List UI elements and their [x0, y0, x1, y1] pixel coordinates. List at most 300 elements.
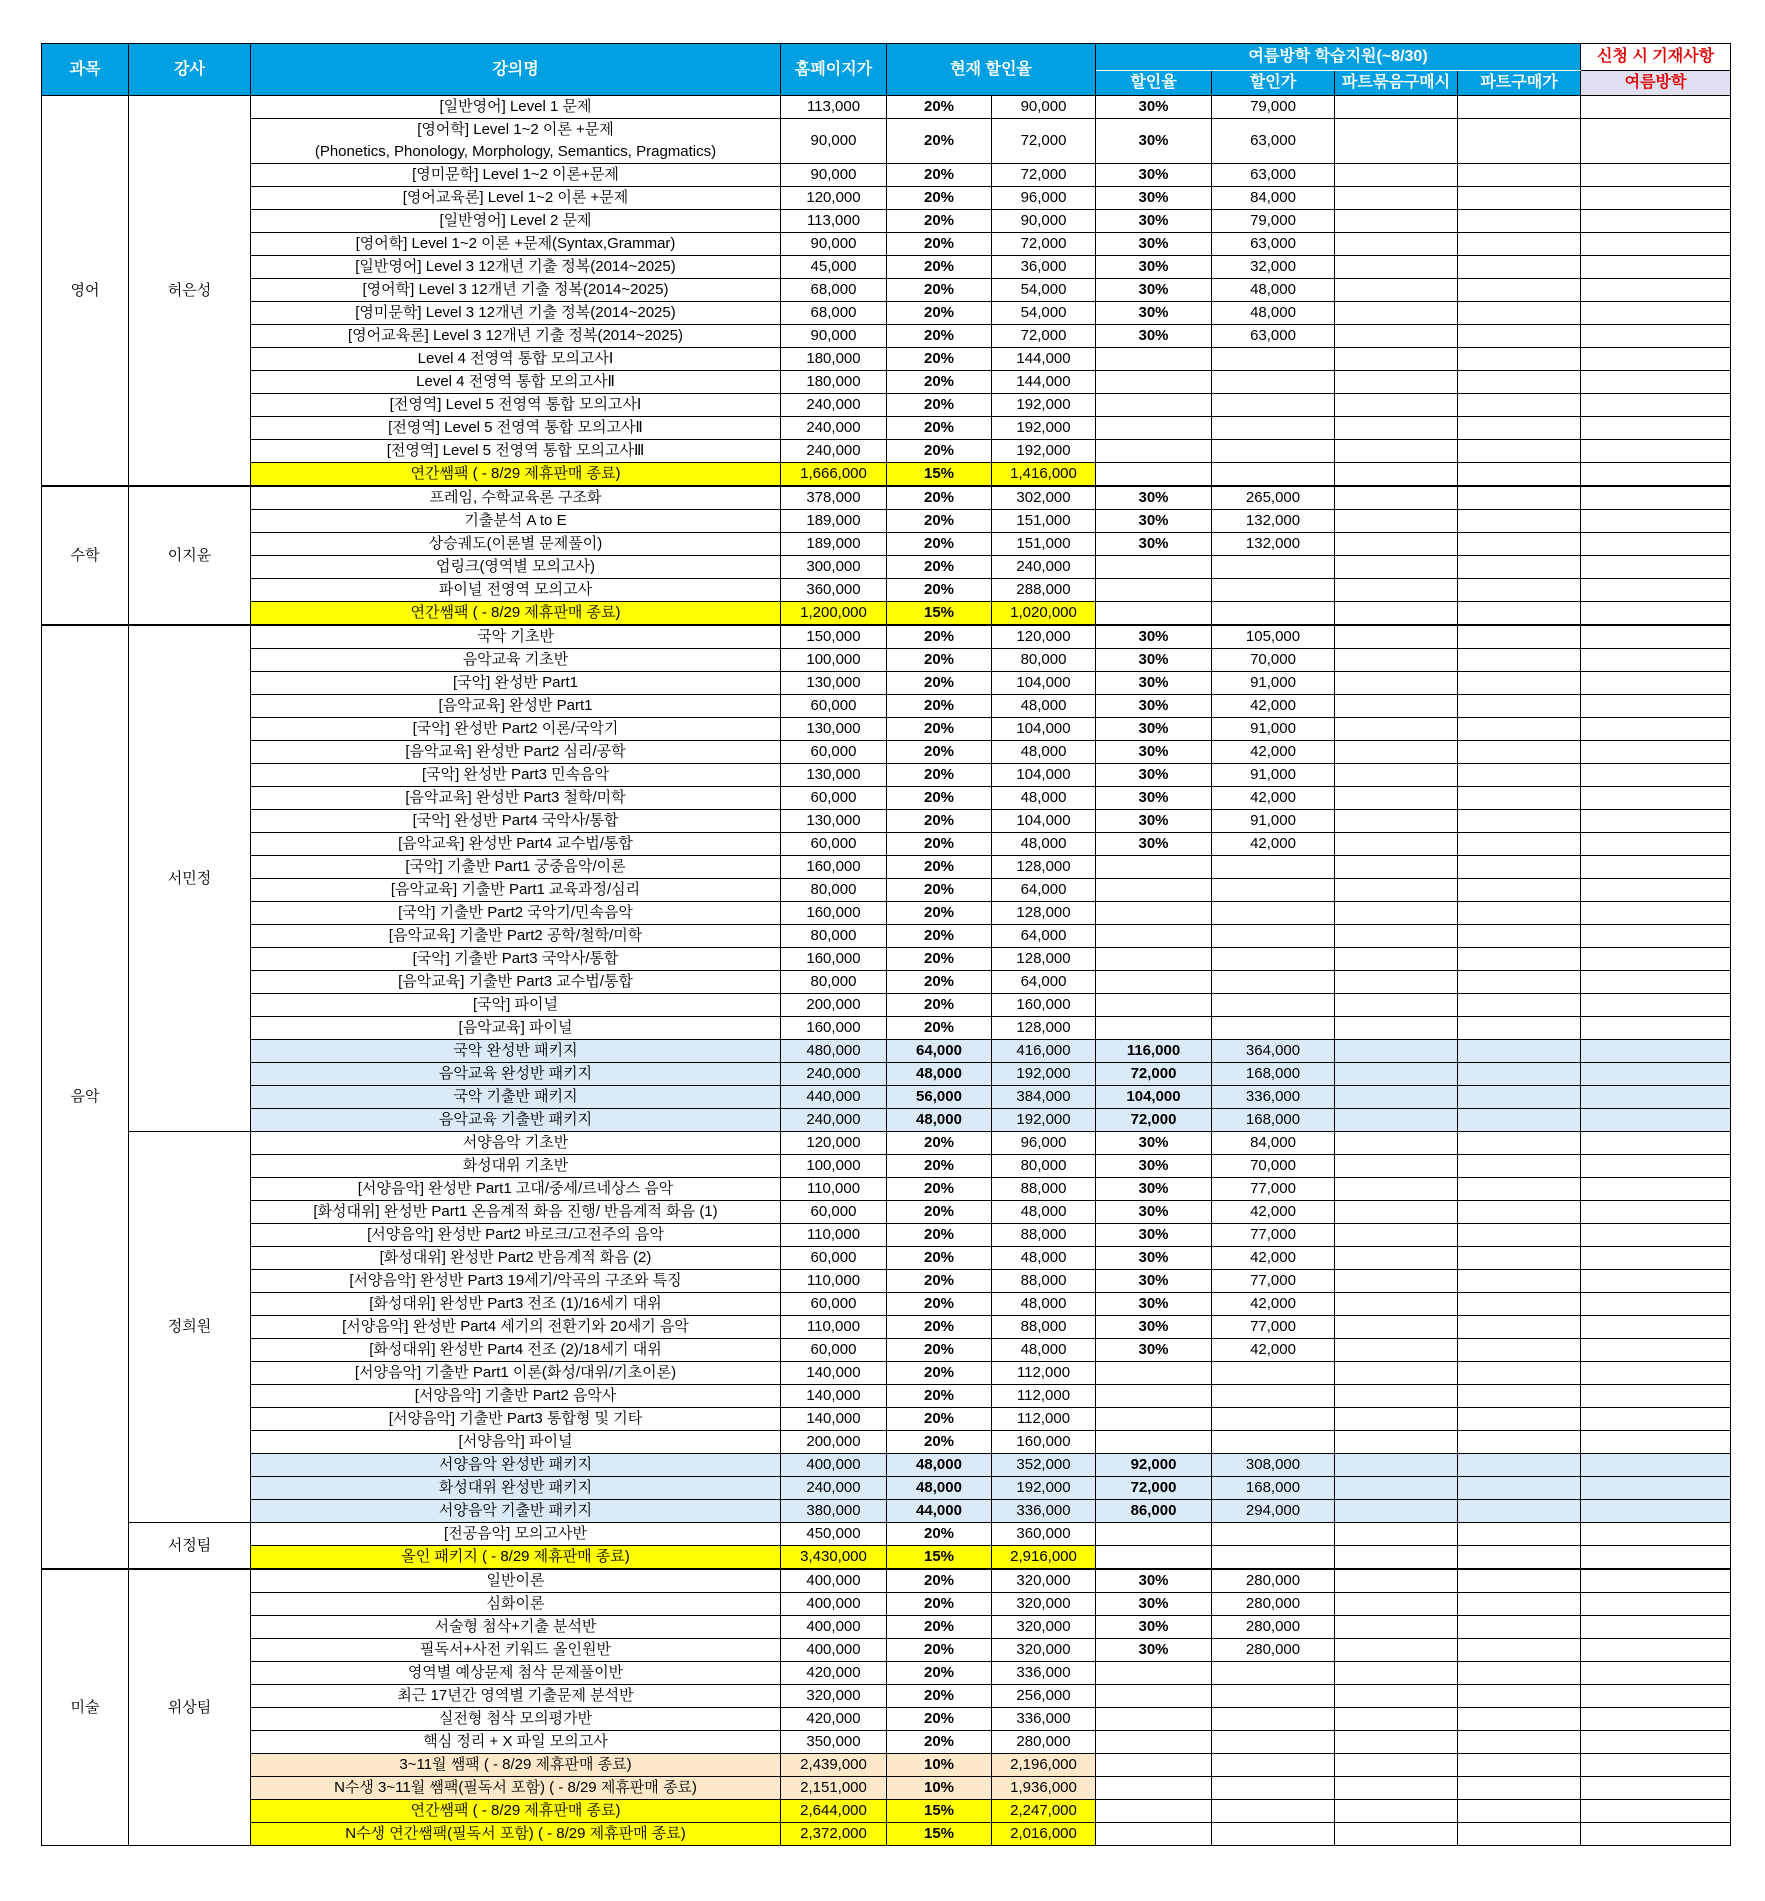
- part-price-cell: [1458, 787, 1581, 810]
- table-row: [42, 1500, 1731, 1523]
- summer-rate-cell: 30%: [1096, 1224, 1212, 1247]
- homepage-price-cell: 2,372,000: [781, 1823, 887, 1846]
- discount-rate-cell: 20%: [887, 556, 992, 579]
- discounted-price-cell: 280,000: [992, 1731, 1096, 1754]
- homepage-price-cell: 150,000: [781, 625, 887, 649]
- table-row: [42, 1293, 1731, 1316]
- part-price-cell: [1458, 649, 1581, 672]
- discount-rate-cell: 20%: [887, 1708, 992, 1731]
- part-bundle-cell: [1335, 1109, 1458, 1132]
- discount-rate-cell: 20%: [887, 302, 992, 325]
- summer-price-cell: 63,000: [1212, 119, 1335, 164]
- part-bundle-cell: [1335, 279, 1458, 302]
- part-bundle-cell: [1335, 718, 1458, 741]
- part-bundle-cell: [1335, 1616, 1458, 1639]
- homepage-price-cell: 60,000: [781, 1247, 887, 1270]
- discounted-price-cell: 48,000: [992, 695, 1096, 718]
- homepage-price-cell: 60,000: [781, 695, 887, 718]
- discounted-price-cell: 48,000: [992, 1293, 1096, 1316]
- part-price-cell: [1458, 925, 1581, 948]
- part-bundle-cell: [1335, 1593, 1458, 1616]
- instructor-cell: 위상팀: [129, 1569, 251, 1846]
- subject-cell: 수학: [42, 486, 129, 625]
- homepage-price-cell: 130,000: [781, 672, 887, 695]
- homepage-price-cell: 60,000: [781, 1339, 887, 1362]
- discounted-price-cell: 80,000: [992, 1155, 1096, 1178]
- part-price-cell: [1458, 1201, 1581, 1224]
- homepage-price-cell: 2,151,000: [781, 1777, 887, 1800]
- summer-price-cell: [1212, 1385, 1335, 1408]
- homepage-price-cell: 180,000: [781, 371, 887, 394]
- homepage-price-cell: 80,000: [781, 925, 887, 948]
- summer-rate-cell: 30%: [1096, 1132, 1212, 1155]
- homepage-price-cell: 110,000: [781, 1224, 887, 1247]
- summer-note-cell: [1581, 1063, 1731, 1086]
- summer-price-cell: 84,000: [1212, 1132, 1335, 1155]
- homepage-price-cell: 130,000: [781, 718, 887, 741]
- part-price-cell: [1458, 119, 1581, 164]
- price-table: [41, 43, 1731, 1846]
- lecture-name-line1: [영어학] Level 1~2 이론 +문제: [417, 121, 614, 138]
- discount-rate-cell: 20%: [887, 810, 992, 833]
- summer-price-cell: 48,000: [1212, 302, 1335, 325]
- homepage-price-cell: 120,000: [781, 187, 887, 210]
- part-price-cell: [1458, 1477, 1581, 1500]
- part-price-cell: [1458, 371, 1581, 394]
- homepage-price-cell: 113,000: [781, 210, 887, 233]
- homepage-price-cell: 160,000: [781, 948, 887, 971]
- summer-price-cell: 42,000: [1212, 1201, 1335, 1224]
- summer-note-cell: [1581, 902, 1731, 925]
- part-price-cell: [1458, 1224, 1581, 1247]
- part-bundle-cell: [1335, 233, 1458, 256]
- discounted-price-cell: 240,000: [992, 556, 1096, 579]
- part-bundle-cell: [1335, 1523, 1458, 1546]
- discounted-price-cell: 192,000: [992, 417, 1096, 440]
- discount-rate-cell: 15%: [887, 1546, 992, 1570]
- summer-price-cell: [1212, 994, 1335, 1017]
- summer-rate-cell: [1096, 856, 1212, 879]
- discount-rate-cell: 10%: [887, 1777, 992, 1800]
- lecture-name-cell: 올인 패키지 ( - 8/29 제휴판매 종료): [251, 1546, 781, 1570]
- discount-rate-cell: 20%: [887, 1431, 992, 1454]
- subject-cell: 음악: [42, 625, 129, 1569]
- homepage-price-cell: 160,000: [781, 1017, 887, 1040]
- summer-rate-cell: 30%: [1096, 1247, 1212, 1270]
- lecture-name-cell: [국악] 기출반 Part3 국악사/통합: [251, 948, 781, 971]
- summer-note-cell: [1581, 164, 1731, 187]
- discounted-price-cell: 256,000: [992, 1685, 1096, 1708]
- part-bundle-cell: [1335, 994, 1458, 1017]
- summer-note-cell: [1581, 119, 1731, 164]
- summer-rate-cell: 30%: [1096, 833, 1212, 856]
- lecture-name-cell: 필독서+사전 키워드 올인원반: [251, 1639, 781, 1662]
- lecture-name-cell: [전공음악] 모의고사반: [251, 1523, 781, 1546]
- part-bundle-cell: [1335, 948, 1458, 971]
- summer-rate-cell: [1096, 602, 1212, 626]
- lecture-name-cell: [서양음악] 기출반 Part2 음악사: [251, 1385, 781, 1408]
- homepage-price-cell: 140,000: [781, 1385, 887, 1408]
- discounted-price-cell: 128,000: [992, 902, 1096, 925]
- discount-rate-cell: 48,000: [887, 1063, 992, 1086]
- summer-note-cell: [1581, 1454, 1731, 1477]
- summer-rate-cell: [1096, 417, 1212, 440]
- discounted-price-cell: 64,000: [992, 925, 1096, 948]
- summer-rate-cell: [1096, 971, 1212, 994]
- summer-note-cell: [1581, 463, 1731, 487]
- summer-note-cell: [1581, 625, 1731, 649]
- table-row: [42, 856, 1731, 879]
- table-row: [42, 1454, 1731, 1477]
- summer-note-cell: [1581, 1316, 1731, 1339]
- header-instructor: 강사: [129, 44, 251, 96]
- header-summer-vacation: 여름방학: [1581, 71, 1731, 96]
- lecture-name-cell: [영어학] Level 3 12개년 기출 정복(2014~2025): [251, 279, 781, 302]
- part-price-cell: [1458, 348, 1581, 371]
- summer-rate-cell: 72,000: [1096, 1109, 1212, 1132]
- summer-rate-cell: 30%: [1096, 96, 1212, 119]
- table-row: [42, 741, 1731, 764]
- discount-rate-cell: 20%: [887, 1270, 992, 1293]
- table-row: [42, 649, 1731, 672]
- discounted-price-cell: 302,000: [992, 486, 1096, 510]
- summer-rate-cell: 30%: [1096, 533, 1212, 556]
- summer-note-cell: [1581, 1385, 1731, 1408]
- discount-rate-cell: 20%: [887, 1178, 992, 1201]
- table-row: [42, 533, 1731, 556]
- discounted-price-cell: 128,000: [992, 1017, 1096, 1040]
- homepage-price-cell: 80,000: [781, 879, 887, 902]
- part-bundle-cell: [1335, 1270, 1458, 1293]
- table-row: [42, 440, 1731, 463]
- part-price-cell: [1458, 1040, 1581, 1063]
- summer-price-cell: 364,000: [1212, 1040, 1335, 1063]
- summer-price-cell: [1212, 1546, 1335, 1570]
- lecture-name-cell: Level 4 전영역 통합 모의고사Ⅱ: [251, 371, 781, 394]
- table-row: [42, 1616, 1731, 1639]
- discounted-price-cell: 96,000: [992, 187, 1096, 210]
- discount-rate-cell: 15%: [887, 463, 992, 487]
- table-row: [42, 1178, 1731, 1201]
- discount-rate-cell: 20%: [887, 579, 992, 602]
- table-row: [42, 833, 1731, 856]
- discounted-price-cell: 54,000: [992, 279, 1096, 302]
- instructor-cell: 서민정: [129, 625, 251, 1132]
- table-row: [42, 1593, 1731, 1616]
- summer-rate-cell: 30%: [1096, 1593, 1212, 1616]
- part-bundle-cell: [1335, 1201, 1458, 1224]
- lecture-name-cell: 심화이론: [251, 1593, 781, 1616]
- lecture-name-cell: [251, 119, 781, 164]
- part-price-cell: [1458, 856, 1581, 879]
- summer-note-cell: [1581, 1155, 1731, 1178]
- summer-note-cell: [1581, 1178, 1731, 1201]
- homepage-price-cell: 380,000: [781, 1500, 887, 1523]
- summer-note-cell: [1581, 672, 1731, 695]
- part-bundle-cell: [1335, 463, 1458, 487]
- part-bundle-cell: [1335, 879, 1458, 902]
- homepage-price-cell: 90,000: [781, 164, 887, 187]
- table-row: [42, 96, 1731, 119]
- discounted-price-cell: 104,000: [992, 810, 1096, 833]
- discounted-price-cell: 320,000: [992, 1593, 1096, 1616]
- part-bundle-cell: [1335, 119, 1458, 164]
- summer-rate-cell: 116,000: [1096, 1040, 1212, 1063]
- summer-rate-cell: [1096, 348, 1212, 371]
- summer-rate-cell: [1096, 1431, 1212, 1454]
- summer-price-cell: 79,000: [1212, 96, 1335, 119]
- table-row: [42, 1385, 1731, 1408]
- part-bundle-cell: [1335, 302, 1458, 325]
- part-price-cell: [1458, 233, 1581, 256]
- discount-rate-cell: 20%: [887, 948, 992, 971]
- discounted-price-cell: 48,000: [992, 1201, 1096, 1224]
- summer-note-cell: [1581, 833, 1731, 856]
- homepage-price-cell: 68,000: [781, 302, 887, 325]
- discounted-price-cell: 88,000: [992, 1316, 1096, 1339]
- part-bundle-cell: [1335, 1155, 1458, 1178]
- table-row: [42, 764, 1731, 787]
- summer-rate-cell: 30%: [1096, 1616, 1212, 1639]
- discount-rate-cell: 20%: [887, 741, 992, 764]
- summer-rate-cell: 30%: [1096, 1339, 1212, 1362]
- summer-rate-cell: 30%: [1096, 1293, 1212, 1316]
- summer-rate-cell: 30%: [1096, 164, 1212, 187]
- part-price-cell: [1458, 1569, 1581, 1593]
- lecture-name-cell: 실전형 첨삭 모의평가반: [251, 1708, 781, 1731]
- part-bundle-cell: [1335, 1754, 1458, 1777]
- part-bundle-cell: [1335, 625, 1458, 649]
- lecture-name-cell: 국악 기출반 패키지: [251, 1086, 781, 1109]
- part-bundle-cell: [1335, 1362, 1458, 1385]
- summer-price-cell: 48,000: [1212, 279, 1335, 302]
- table-row: [42, 787, 1731, 810]
- summer-price-cell: [1212, 1731, 1335, 1754]
- discounted-price-cell: 192,000: [992, 1109, 1096, 1132]
- discount-rate-cell: 20%: [887, 1247, 992, 1270]
- header-summer-support: 여름방학 학습지원(~8/30): [1096, 44, 1581, 71]
- summer-note-cell: [1581, 994, 1731, 1017]
- lecture-name-cell: 서양음악 기초반: [251, 1132, 781, 1155]
- lecture-name-cell: 서양음악 완성반 패키지: [251, 1454, 781, 1477]
- summer-price-cell: [1212, 879, 1335, 902]
- homepage-price-cell: 45,000: [781, 256, 887, 279]
- summer-rate-cell: [1096, 1662, 1212, 1685]
- summer-price-cell: [1212, 948, 1335, 971]
- discount-rate-cell: 20%: [887, 1523, 992, 1546]
- summer-note-cell: [1581, 1270, 1731, 1293]
- part-price-cell: [1458, 1454, 1581, 1477]
- header-summer-price: 할인가: [1212, 71, 1335, 96]
- discounted-price-cell: 336,000: [992, 1500, 1096, 1523]
- summer-rate-cell: [1096, 1823, 1212, 1846]
- homepage-price-cell: 420,000: [781, 1708, 887, 1731]
- lecture-name-cell: [영미문학] Level 3 12개년 기출 정복(2014~2025): [251, 302, 781, 325]
- summer-rate-cell: [1096, 1408, 1212, 1431]
- discount-rate-cell: 20%: [887, 1385, 992, 1408]
- discounted-price-cell: 120,000: [992, 625, 1096, 649]
- table-row: [42, 187, 1731, 210]
- homepage-price-cell: 400,000: [781, 1569, 887, 1593]
- summer-price-cell: [1212, 1685, 1335, 1708]
- part-price-cell: [1458, 1385, 1581, 1408]
- part-bundle-cell: [1335, 1132, 1458, 1155]
- lecture-name-cell: 최근 17년간 영역별 기출문제 분석반: [251, 1685, 781, 1708]
- summer-price-cell: 280,000: [1212, 1569, 1335, 1593]
- discount-rate-cell: 20%: [887, 1132, 992, 1155]
- discount-rate-cell: 20%: [887, 119, 992, 164]
- discounted-price-cell: 80,000: [992, 649, 1096, 672]
- discount-rate-cell: 20%: [887, 1017, 992, 1040]
- summer-rate-cell: [1096, 394, 1212, 417]
- lecture-name-cell: [음악교육] 완성반 Part1: [251, 695, 781, 718]
- discounted-price-cell: 160,000: [992, 994, 1096, 1017]
- summer-rate-cell: [1096, 1362, 1212, 1385]
- part-bundle-cell: [1335, 1063, 1458, 1086]
- lecture-name-cell: 국악 기초반: [251, 625, 781, 649]
- homepage-price-cell: 320,000: [781, 1685, 887, 1708]
- header-application-note: 신청 시 기재사항: [1581, 44, 1731, 71]
- part-price-cell: [1458, 1339, 1581, 1362]
- part-price-cell: [1458, 1639, 1581, 1662]
- homepage-price-cell: 60,000: [781, 741, 887, 764]
- summer-note-cell: [1581, 1362, 1731, 1385]
- discount-rate-cell: 20%: [887, 417, 992, 440]
- part-price-cell: [1458, 463, 1581, 487]
- summer-price-cell: [1212, 1431, 1335, 1454]
- homepage-price-cell: 189,000: [781, 510, 887, 533]
- discounted-price-cell: 1,020,000: [992, 602, 1096, 626]
- summer-rate-cell: 30%: [1096, 649, 1212, 672]
- discount-rate-cell: 20%: [887, 394, 992, 417]
- instructor-cell: 정희원: [129, 1132, 251, 1523]
- discounted-price-cell: 151,000: [992, 533, 1096, 556]
- summer-price-cell: [1212, 394, 1335, 417]
- homepage-price-cell: 60,000: [781, 787, 887, 810]
- summer-rate-cell: 30%: [1096, 810, 1212, 833]
- lecture-name-cell: [영어학] Level 1~2 이론 +문제(Syntax,Grammar): [251, 233, 781, 256]
- table-row: [42, 948, 1731, 971]
- homepage-price-cell: 68,000: [781, 279, 887, 302]
- summer-note-cell: [1581, 1639, 1731, 1662]
- part-price-cell: [1458, 1408, 1581, 1431]
- summer-note-cell: [1581, 1201, 1731, 1224]
- discounted-price-cell: 151,000: [992, 510, 1096, 533]
- discount-rate-cell: 20%: [887, 625, 992, 649]
- summer-price-cell: [1212, 556, 1335, 579]
- summer-note-cell: [1581, 649, 1731, 672]
- discount-rate-cell: 20%: [887, 718, 992, 741]
- header-current-discount: 현재 할인율: [887, 44, 1096, 96]
- discounted-price-cell: 288,000: [992, 579, 1096, 602]
- discounted-price-cell: 104,000: [992, 718, 1096, 741]
- part-price-cell: [1458, 971, 1581, 994]
- lecture-name-cell: [화성대위] 완성반 Part1 온음계적 화음 진행/ 반음계적 화음 (1): [251, 1201, 781, 1224]
- discount-rate-cell: 20%: [887, 1316, 992, 1339]
- discounted-price-cell: 48,000: [992, 833, 1096, 856]
- part-bundle-cell: [1335, 1316, 1458, 1339]
- part-bundle-cell: [1335, 164, 1458, 187]
- discounted-price-cell: 2,196,000: [992, 1754, 1096, 1777]
- part-price-cell: [1458, 1800, 1581, 1823]
- table-row: [42, 1800, 1731, 1823]
- homepage-price-cell: 140,000: [781, 1408, 887, 1431]
- part-price-cell: [1458, 1155, 1581, 1178]
- part-bundle-cell: [1335, 1777, 1458, 1800]
- summer-rate-cell: [1096, 1546, 1212, 1570]
- discount-rate-cell: 10%: [887, 1754, 992, 1777]
- summer-rate-cell: [1096, 579, 1212, 602]
- homepage-price-cell: 140,000: [781, 1362, 887, 1385]
- table-row: [42, 1086, 1731, 1109]
- summer-price-cell: [1212, 856, 1335, 879]
- part-price-cell: [1458, 1316, 1581, 1339]
- discounted-price-cell: 72,000: [992, 233, 1096, 256]
- part-price-cell: [1458, 510, 1581, 533]
- table-row: [42, 902, 1731, 925]
- table-row: [42, 1247, 1731, 1270]
- part-bundle-cell: [1335, 1040, 1458, 1063]
- lecture-name-cell: [서양음악] 완성반 Part3 19세기/악곡의 구조와 특징: [251, 1270, 781, 1293]
- part-bundle-cell: [1335, 486, 1458, 510]
- part-price-cell: [1458, 1063, 1581, 1086]
- lecture-name-cell: 서술형 첨삭+기출 분석반: [251, 1616, 781, 1639]
- summer-rate-cell: [1096, 556, 1212, 579]
- homepage-price-cell: 90,000: [781, 119, 887, 164]
- part-bundle-cell: [1335, 902, 1458, 925]
- header-homepage-price: 홈페이지가: [781, 44, 887, 96]
- discounted-price-cell: 352,000: [992, 1454, 1096, 1477]
- summer-note-cell: [1581, 1293, 1731, 1316]
- part-price-cell: [1458, 948, 1581, 971]
- summer-note-cell: [1581, 256, 1731, 279]
- homepage-price-cell: 180,000: [781, 348, 887, 371]
- summer-price-cell: 132,000: [1212, 510, 1335, 533]
- summer-rate-cell: [1096, 1800, 1212, 1823]
- table-row: [42, 486, 1731, 510]
- discounted-price-cell: 192,000: [992, 394, 1096, 417]
- homepage-price-cell: 2,439,000: [781, 1754, 887, 1777]
- table-row: [42, 925, 1731, 948]
- part-bundle-cell: [1335, 256, 1458, 279]
- lecture-name-cell: [국악] 완성반 Part4 국악사/통합: [251, 810, 781, 833]
- part-bundle-cell: [1335, 1685, 1458, 1708]
- lecture-name-cell: [국악] 완성반 Part1: [251, 672, 781, 695]
- summer-price-cell: [1212, 371, 1335, 394]
- summer-price-cell: [1212, 579, 1335, 602]
- homepage-price-cell: 100,000: [781, 1155, 887, 1178]
- part-price-cell: [1458, 417, 1581, 440]
- summer-note-cell: [1581, 394, 1731, 417]
- lecture-name-cell: Level 4 전영역 통합 모의고사Ⅰ: [251, 348, 781, 371]
- part-bundle-cell: [1335, 1662, 1458, 1685]
- discounted-price-cell: 320,000: [992, 1639, 1096, 1662]
- discount-rate-cell: 20%: [887, 925, 992, 948]
- discount-rate-cell: 20%: [887, 1293, 992, 1316]
- subject-cell: 영어: [42, 96, 129, 487]
- summer-rate-cell: 30%: [1096, 256, 1212, 279]
- summer-note-cell: [1581, 1017, 1731, 1040]
- summer-note-cell: [1581, 1823, 1731, 1846]
- part-price-cell: [1458, 672, 1581, 695]
- discount-rate-cell: 20%: [887, 486, 992, 510]
- table-row: [42, 119, 1731, 164]
- part-bundle-cell: [1335, 1546, 1458, 1570]
- lecture-name-cell: [전영역] Level 5 전영역 통합 모의고사Ⅲ: [251, 440, 781, 463]
- part-bundle-cell: [1335, 649, 1458, 672]
- discounted-price-cell: 72,000: [992, 119, 1096, 164]
- discount-rate-cell: 48,000: [887, 1454, 992, 1477]
